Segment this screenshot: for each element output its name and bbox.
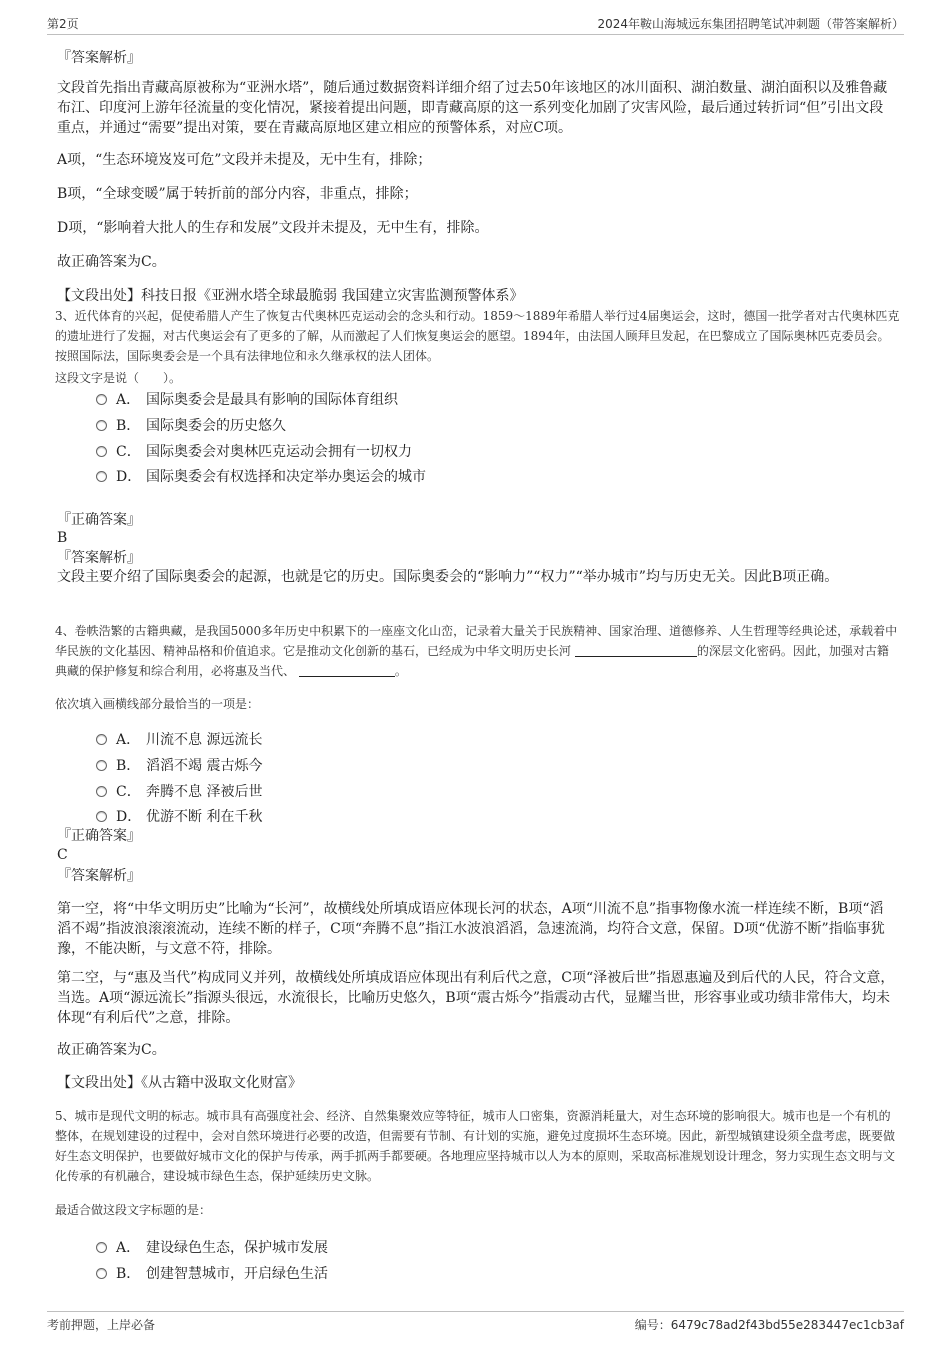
- q3-stem: 3、近代体育的兴起，促使希腊人产生了恢复古代奥林匹克运动会的念头和行动。1859～1889年希腊人举行过4届奥运会，这时，德国一批学者对古代奥林匹克的遗址进行了发掘，对古代奥运会有了更多的了解，从而激起了人们恢复奥运会的愿望。1894年，由法国人顾拜旦发起，在巴黎成立了国际奥林匹克委员会。按照国际法，国际奥委会是一个具有法律地位和永久继承权的法人团体。: [55, 309, 900, 363]
- radio-button-icon[interactable]: [96, 811, 107, 822]
- q3-option-a[interactable]: A． 国际奥委会是最具有影响的国际体育组织: [96, 390, 398, 410]
- blank-2: [299, 662, 395, 677]
- q3-answer: B: [57, 530, 68, 546]
- q4-option-a[interactable]: A． 川流不息 源远流长: [96, 730, 262, 750]
- q3-analysis-text: 文段主要介绍了国际奥委会的起源，也就是它的历史。国际奥委会的“影响力”“权力”“举办城市”均与历史无关。因此B项正确。: [57, 569, 839, 585]
- q5-option-b[interactable]: B． 创建智慧城市，开启绿色生活: [96, 1264, 328, 1284]
- q3-answer-title: 『正确答案』: [57, 512, 141, 528]
- q4-answer: C: [57, 847, 68, 863]
- q2-analysis-title: 『答案解析』: [57, 50, 141, 66]
- radio-button-icon[interactable]: [96, 471, 107, 482]
- document-code: 编号：6479c78ad2f43bd55e283447ec1cb3af: [634, 1318, 904, 1332]
- q2-analysis-text: 文段首先指出青藏高原被称为“亚洲水塔”，随后通过数据资料详细介绍了过去50年该地区的冰川面积、湖泊数量、湖泊面积以及雅鲁藏布江、印度河上游年径流量的变化情况，紧接着提出问题，即青藏高原的这一系列变化加剧了灾害风险，最后通过转折词“但”引出文段重点，并通过“需要”提出对策，要在青藏高原地区建立相应的预警体系，对应C项。: [57, 80, 888, 136]
- footer-slogan: 考前押题，上岸必备: [47, 1318, 156, 1332]
- q3-ask: 这段文字是说（ ）。: [55, 371, 182, 385]
- q2-option-d-note: D项，“影响着大批人的生存和发展”文段并未提及，无中生有，排除。: [57, 220, 489, 236]
- radio-button-icon[interactable]: [96, 786, 107, 797]
- blank-1: [575, 642, 697, 657]
- radio-button-icon[interactable]: [96, 1268, 107, 1279]
- q4-option-b[interactable]: B． 滔滔不竭 震古烁今: [96, 756, 262, 776]
- q2-option-a-note: A项，“生态环境岌岌可危”文段并未提及，无中生有，排除；: [57, 152, 432, 168]
- q4-conclusion: 故正确答案为C。: [57, 1042, 166, 1058]
- document-title: 2024年鞍山海城远东集团招聘笔试冲刺题（带答案解析）: [597, 17, 904, 31]
- q4-option-c[interactable]: C． 奔腾不息 泽被后世: [96, 782, 262, 802]
- q5-option-a[interactable]: A． 建设绿色生态，保护城市发展: [96, 1238, 328, 1258]
- q5-ask: 最适合做这段文字标题的是：: [55, 1203, 212, 1217]
- q4-analysis-second-blank: 第二空，与“惠及当代”构成同义并列，故横线处所填成语应体现出有利后代之意，C项“泽被后世”指恩惠遍及到后代的人民，符合文意，当选。A项“源远流长”指源头很远，水流很长，比喻历史悠久，B项“震古烁今”指震动古代，显耀当世，形容事业或功绩非常伟大，均未体现“有利后代”之意，排除。: [57, 970, 895, 1026]
- radio-button-icon[interactable]: [96, 394, 107, 405]
- q4-analysis-first-blank: 第一空，将“中华文明历史”比喻为“长河”，故横线处所填成语应体现长河的状态，A项“川流不息”指事物像水流一样连续不断，B项“滔滔不竭”指波浪滚滚流动，连续不断的样子，C项“奔腾不息”指江水波浪滔滔，急速流淌，均符合文意，保留。D项“优游不断”指临事犹豫，不能决断，与文意不符，排除。: [57, 901, 885, 957]
- q4-ask: 依次填入画横线部分最恰当的一项是：: [55, 697, 260, 711]
- q3-option-d[interactable]: D． 国际奥委会有权选择和决定举办奥运会的城市: [96, 467, 426, 487]
- q4-stem: 4、卷帙浩繁的古籍典藏，是我国5000多年历史中积累下的一座座文化山峦，记录着大量关于民族精神、国家治理、道德修养、人生哲理等经典论述，承载着中华民族的文化基因、精神品格和价值追求。它是推动文化创新的基石，已经成为中华文明历史长河 的深层文化密码。因此，加强对古籍典藏的保护修复和综合利用，必将惠及当代、 。: [55, 624, 898, 678]
- q2-option-b-note: B项，“全球变暖”属于转折前的部分内容，非重点，排除；: [57, 186, 418, 202]
- q4-option-d[interactable]: D． 优游不断 利在千秋: [96, 807, 262, 827]
- q2-source: 【文段出处】科技日报《亚洲水塔全球最脆弱 我国建立灾害监测预警体系》: [57, 288, 524, 304]
- radio-button-icon[interactable]: [96, 760, 107, 771]
- q4-source: 【文段出处】《从古籍中汲取文化财富》: [57, 1075, 302, 1091]
- page-number: 第2页: [47, 17, 79, 31]
- page-header: [47, 12, 904, 35]
- q4-analysis-title: 『答案解析』: [57, 868, 141, 884]
- q5-stem: 5、城市是现代文明的标志。城市具有高强度社会、经济、自然集聚效应等特征，城市人口密集，资源消耗量大，对生态环境的影响很大。城市也是一个有机的整体，在规划建设的过程中，会对自然环境进行必要的改造，但需要有节制、有计划的实施，避免过度损坏生态环境。因此，新型城镇建设须全盘考虑，既要做好生态文明保护，也要做好城市文化的保护与传承，两手抓两手都要硬。各地理应坚持城市以人为本的原则，采取高标准规划设计理念，努力实现生态文明与文化传承的有机融合，建设城市绿色生态，保护延续历史文脉。: [55, 1109, 896, 1183]
- q3-analysis-title: 『答案解析』: [57, 550, 141, 566]
- radio-button-icon[interactable]: [96, 734, 107, 745]
- radio-button-icon[interactable]: [96, 420, 107, 431]
- q2-conclusion: 故正确答案为C。: [57, 254, 166, 270]
- q4-answer-title: 『正确答案』: [57, 828, 141, 844]
- page-footer: [47, 1311, 904, 1336]
- q3-option-b[interactable]: B． 国际奥委会的历史悠久: [96, 416, 286, 436]
- radio-button-icon[interactable]: [96, 1242, 107, 1253]
- q3-option-c[interactable]: C． 国际奥委会对奥林匹克运动会拥有一切权力: [96, 442, 412, 462]
- radio-button-icon[interactable]: [96, 446, 107, 457]
